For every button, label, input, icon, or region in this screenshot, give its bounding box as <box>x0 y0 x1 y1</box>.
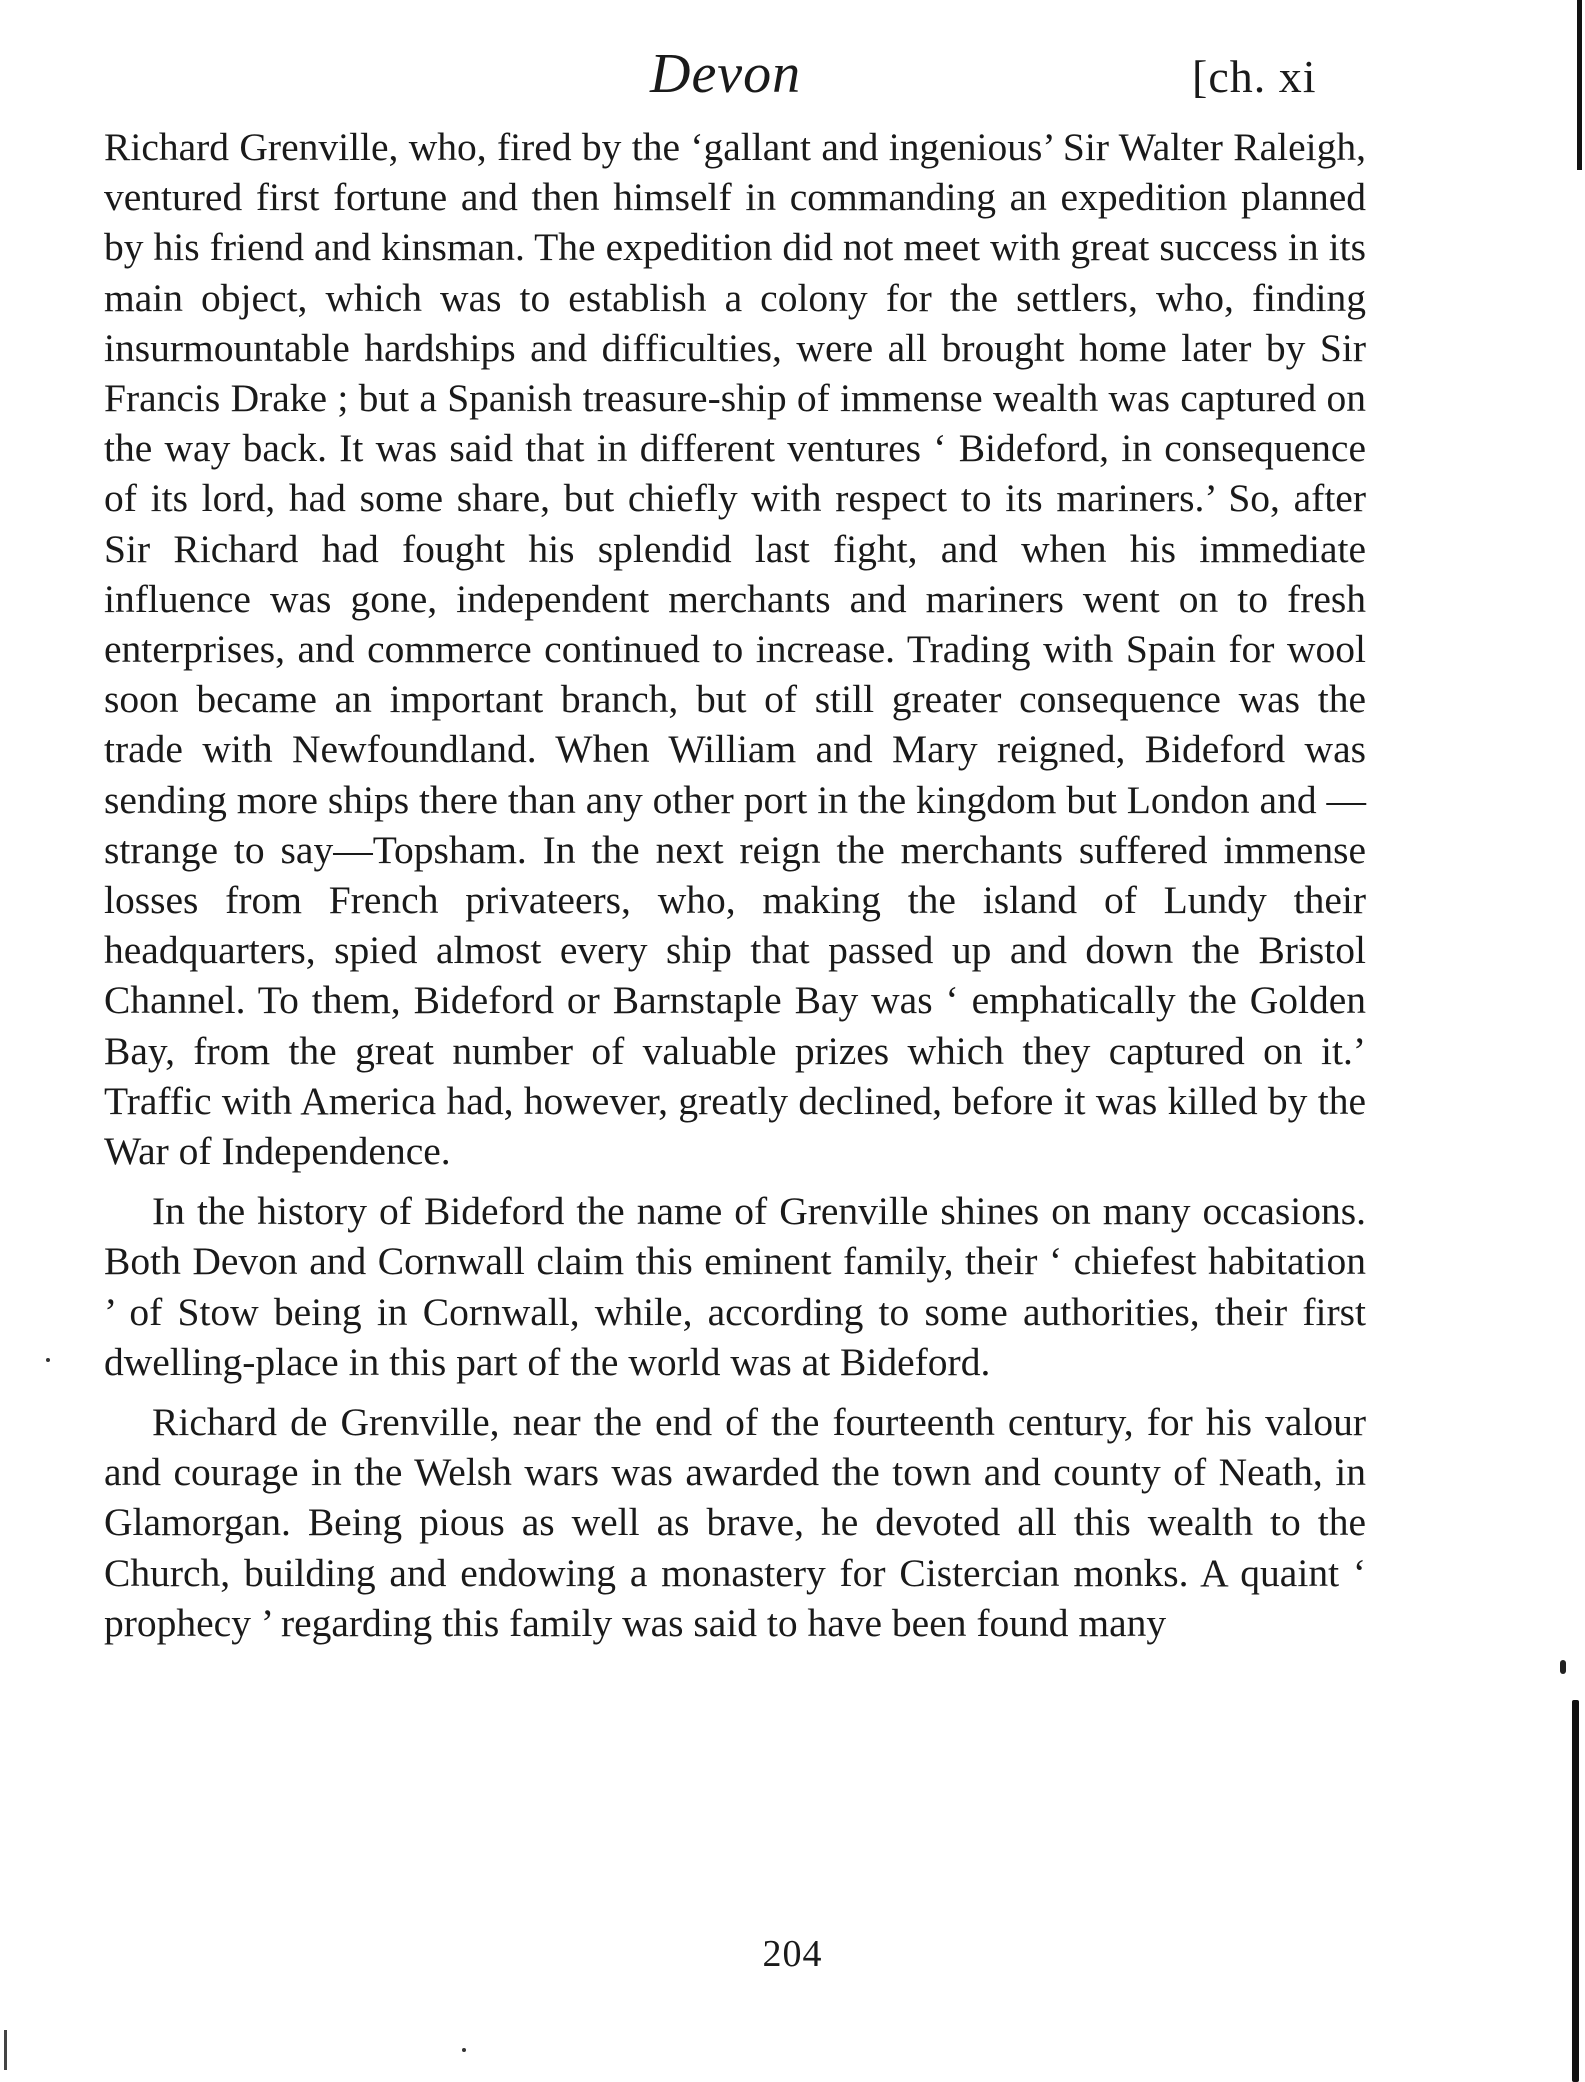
scan-edge-mark-bottom <box>1572 1700 1579 2082</box>
body-text <box>104 122 1366 1650</box>
scan-speck <box>46 1358 50 1362</box>
paragraph-3: Richard de Grenville, near the end of the fourteenth century, for his valour and courage in the Welsh wars was awarded the town and county of Neath, in Glamorgan. Being pious as well as brave, he devoted all this wealth to the Church, building and endowing a monastery for Cistercian monks. A quaint ‘ prophecy ’ regarding this family was said to have been found many <box>104 1400 1366 1645</box>
paragraph-2: In the history of Bideford the name of Grenville shines on many occasions. Both Devon and Cornwall claim this eminent family, their ‘ chiefest habitation ’ of Stow being in Cornwall, while, according to some authorities, their first dwelling-place in this part of the world was at Bideford. <box>104 1189 1366 1384</box>
page-header <box>0 42 1585 122</box>
paragraph-1: Richard Grenville, who, fired by the ‘gallant and ingenious’ Sir Walter Raleigh, ventured first fortune and then himself in commanding an expedition planned by his friend and kinsman. The expedition did not meet with great success in its main object, which was to establish a colony for the settlers, who, finding insurmountable hardships and difficulties, were all brought home later by Sir Francis Drake ; but a Spanish treasure-ship of immense wealth was captured on the way back. It was said that in different ventures ‘ Bideford, in consequence of its lord, had some share, but chiefly with respect to its mariners.’ So, after Sir Richard had fought his splendid last fight, and when his immediate influence was gone, independent merchants and mariners went on to fresh enterprises, and commerce continued to increase. Trading with Spain for wool soon became an important branch, but of still greater consequence was the trade with Newfoundland. When William and Mary reigned, Bideford was sending more ships there than any other port in the kingdom but London and —strange to say—Topsham. In the next reign the merchants suffered immense losses from French privateers, who, making the island of Lundy their headquarters, spied almost every ship that passed up and down the Bristol Channel. To them, Bideford or Barnstaple Bay was ‘ emphatically the Golden Bay, from the great number of valuable prizes which they captured on it.’ Traffic with America had, however, greatly declined, before it was killed by the War of Independence. <box>104 125 1366 1174</box>
scan-edge-mark-top <box>1577 0 1582 170</box>
page-number: 204 <box>762 1933 823 1975</box>
running-title: Devon <box>650 43 802 105</box>
scan-speck <box>4 2030 7 2070</box>
chapter-reference: [ch. xi <box>1192 51 1317 102</box>
scan-speck <box>462 2048 466 2052</box>
scan-speck <box>1560 1660 1566 1674</box>
